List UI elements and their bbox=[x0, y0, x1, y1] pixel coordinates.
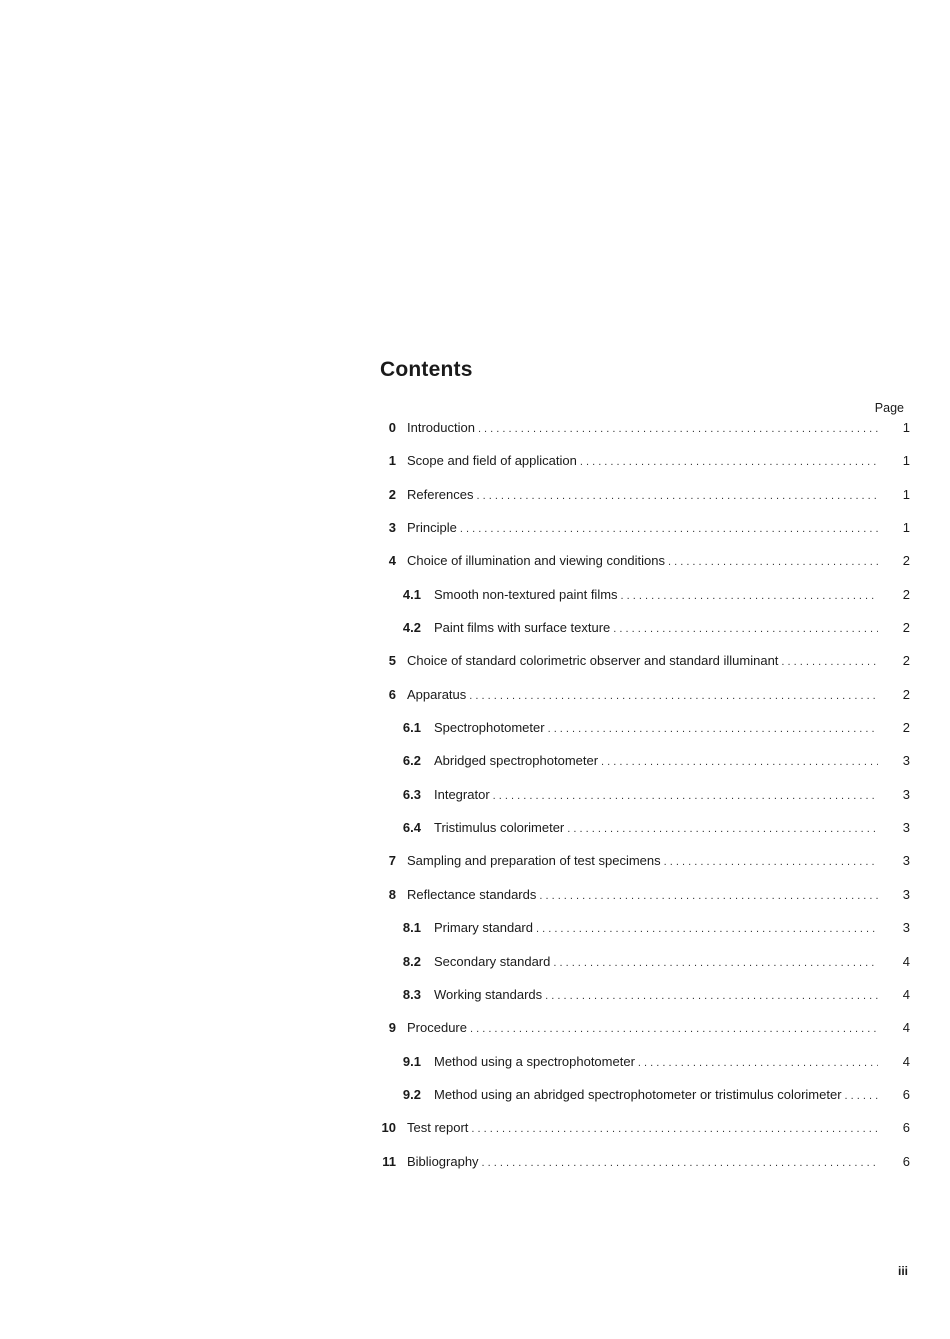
toc-entry-number: 6.4 bbox=[402, 820, 421, 836]
toc-entry[interactable] bbox=[380, 918, 910, 951]
dot-leader bbox=[664, 852, 878, 872]
dot-leader bbox=[460, 519, 878, 539]
table-of-contents bbox=[380, 418, 910, 1185]
dot-leader bbox=[536, 919, 878, 939]
toc-entry[interactable] bbox=[380, 618, 910, 651]
toc-entry[interactable] bbox=[380, 851, 910, 884]
toc-entry-title: Abridged spectrophotometer bbox=[434, 753, 599, 769]
toc-entry[interactable] bbox=[380, 551, 910, 584]
dot-leader bbox=[478, 419, 878, 439]
toc-entry-number: 0 bbox=[388, 420, 396, 435]
dot-leader bbox=[493, 786, 878, 806]
toc-entry-number: 7 bbox=[388, 853, 396, 869]
dot-leader bbox=[601, 752, 878, 772]
toc-entry[interactable] bbox=[380, 985, 910, 1018]
dot-leader bbox=[470, 1019, 878, 1039]
page-title: Contents bbox=[380, 358, 473, 381]
toc-entry[interactable] bbox=[380, 518, 910, 551]
toc-entry-page: 3 bbox=[902, 853, 910, 869]
toc-entry-page: 1 bbox=[902, 420, 910, 435]
toc-entry-number: 8.2 bbox=[402, 953, 421, 969]
dot-leader bbox=[548, 719, 878, 739]
toc-entry-page: 1 bbox=[902, 520, 910, 536]
dot-leader bbox=[553, 953, 878, 973]
page-column-label: Page bbox=[874, 401, 904, 415]
toc-entry-number: 4 bbox=[388, 553, 396, 569]
dot-leader bbox=[539, 886, 878, 906]
toc-entry-title: Apparatus bbox=[407, 686, 467, 702]
toc-entry-page: 2 bbox=[902, 553, 910, 569]
toc-entry-title: Tristimulus colorimeter bbox=[434, 820, 565, 836]
toc-entry-title: Test report bbox=[407, 1120, 469, 1136]
toc-entry-number: 5 bbox=[388, 653, 396, 669]
toc-entry-number: 8.3 bbox=[402, 986, 421, 1002]
toc-entry-number: 9.1 bbox=[402, 1053, 421, 1069]
toc-entry-title: Choice of illumination and viewing conditions bbox=[407, 553, 665, 569]
toc-entry-page: 2 bbox=[902, 686, 910, 702]
dot-leader bbox=[482, 1153, 878, 1173]
toc-entry-page: 3 bbox=[902, 920, 910, 936]
toc-entry-number: 9.2 bbox=[402, 1086, 421, 1102]
dot-leader bbox=[621, 586, 878, 606]
toc-entry-title: Smooth non-textured paint films bbox=[434, 586, 618, 602]
toc-entry-title: Sampling and preparation of test specimens bbox=[407, 853, 661, 869]
toc-entry-number: 4.2 bbox=[402, 620, 421, 636]
toc-entry-title: Procedure bbox=[407, 1020, 467, 1036]
toc-entry-title: Reflectance standards bbox=[407, 886, 537, 902]
toc-entry-title: Introduction bbox=[407, 420, 475, 435]
toc-entry-page: 2 bbox=[902, 586, 910, 602]
toc-entry[interactable] bbox=[380, 818, 910, 851]
dot-leader bbox=[845, 1086, 878, 1106]
toc-entry[interactable] bbox=[380, 885, 910, 918]
toc-entry-title: Bibliography bbox=[407, 1153, 479, 1169]
toc-entry-title: Paint films with surface texture bbox=[434, 620, 611, 636]
toc-entry-title: Primary standard bbox=[434, 920, 533, 936]
dot-leader bbox=[545, 986, 878, 1006]
toc-entry-title: References bbox=[407, 486, 474, 502]
toc-entry[interactable] bbox=[380, 651, 910, 684]
toc-entry-page: 2 bbox=[902, 620, 910, 636]
toc-entry[interactable] bbox=[380, 451, 910, 484]
toc-entry-page: 2 bbox=[902, 653, 910, 669]
toc-entry-title: Integrator bbox=[434, 786, 490, 802]
toc-entry-page: 4 bbox=[902, 1053, 910, 1069]
toc-entry-number: 1 bbox=[388, 453, 396, 469]
toc-entry[interactable] bbox=[380, 718, 910, 751]
dot-leader bbox=[567, 819, 878, 839]
toc-entry-title: Principle bbox=[407, 520, 457, 536]
toc-entry-number: 6 bbox=[388, 686, 396, 702]
toc-entry-number: 6.2 bbox=[402, 753, 421, 769]
toc-entry-page: 4 bbox=[902, 1020, 910, 1036]
dot-leader bbox=[613, 619, 878, 639]
toc-entry-title: Method using a spectrophotometer bbox=[434, 1053, 635, 1069]
toc-entry-page: 3 bbox=[902, 786, 910, 802]
toc-entry[interactable] bbox=[380, 952, 910, 985]
toc-entry[interactable] bbox=[380, 418, 910, 451]
toc-entry-page: 1 bbox=[902, 486, 910, 502]
toc-entry-number: 4.1 bbox=[402, 586, 421, 602]
toc-entry-page: 2 bbox=[902, 720, 910, 736]
dot-leader bbox=[638, 1053, 878, 1073]
toc-entry[interactable] bbox=[380, 1152, 910, 1185]
toc-entry-number: 2 bbox=[388, 486, 396, 502]
toc-entry-number: 8 bbox=[388, 886, 396, 902]
toc-entry-title: Method using an abridged spectrophotometer or tristimulus colorimeter bbox=[434, 1086, 842, 1102]
toc-entry[interactable] bbox=[380, 785, 910, 818]
toc-entry-page: 3 bbox=[902, 753, 910, 769]
toc-entry[interactable] bbox=[380, 1018, 910, 1051]
toc-entry[interactable] bbox=[380, 485, 910, 518]
toc-entry-page: 3 bbox=[902, 886, 910, 902]
toc-entry-number: 10 bbox=[381, 1120, 396, 1136]
toc-entry-number: 6.1 bbox=[402, 720, 421, 736]
toc-entry-number: 3 bbox=[388, 520, 396, 536]
toc-entry[interactable] bbox=[380, 1118, 910, 1151]
toc-entry-title: Spectrophotometer bbox=[434, 720, 545, 736]
toc-entry-title: Working standards bbox=[434, 986, 543, 1002]
toc-entry[interactable] bbox=[380, 751, 910, 784]
toc-entry[interactable] bbox=[380, 1085, 910, 1118]
dot-leader bbox=[781, 652, 878, 672]
dot-leader bbox=[668, 552, 878, 572]
toc-entry-title: Scope and field of application bbox=[407, 453, 577, 469]
toc-entry-page: 6 bbox=[902, 1086, 910, 1102]
toc-entry-number: 11 bbox=[382, 1153, 396, 1169]
toc-entry-page: 6 bbox=[902, 1120, 910, 1136]
toc-entry-page: 4 bbox=[902, 953, 910, 969]
toc-entry-page: 3 bbox=[902, 820, 910, 836]
toc-entry[interactable] bbox=[380, 585, 910, 618]
toc-entry-number: 6.3 bbox=[402, 786, 421, 802]
toc-entry-page: 4 bbox=[902, 986, 910, 1002]
toc-entry-title: Choice of standard colorimetric observer and standard illuminant bbox=[407, 653, 779, 669]
dot-leader bbox=[471, 1119, 878, 1139]
toc-entry[interactable] bbox=[380, 685, 910, 718]
toc-entry-page: 6 bbox=[902, 1153, 910, 1169]
toc-entry-page: 1 bbox=[902, 453, 910, 469]
toc-entry[interactable] bbox=[380, 1052, 910, 1085]
toc-entry-number: 9 bbox=[388, 1020, 396, 1036]
page-number: iii bbox=[897, 1264, 908, 1278]
dot-leader bbox=[476, 486, 878, 506]
dot-leader bbox=[469, 686, 878, 706]
toc-entry-title: Secondary standard bbox=[434, 953, 551, 969]
dot-leader bbox=[580, 452, 878, 472]
toc-entry-number: 8.1 bbox=[402, 920, 421, 936]
